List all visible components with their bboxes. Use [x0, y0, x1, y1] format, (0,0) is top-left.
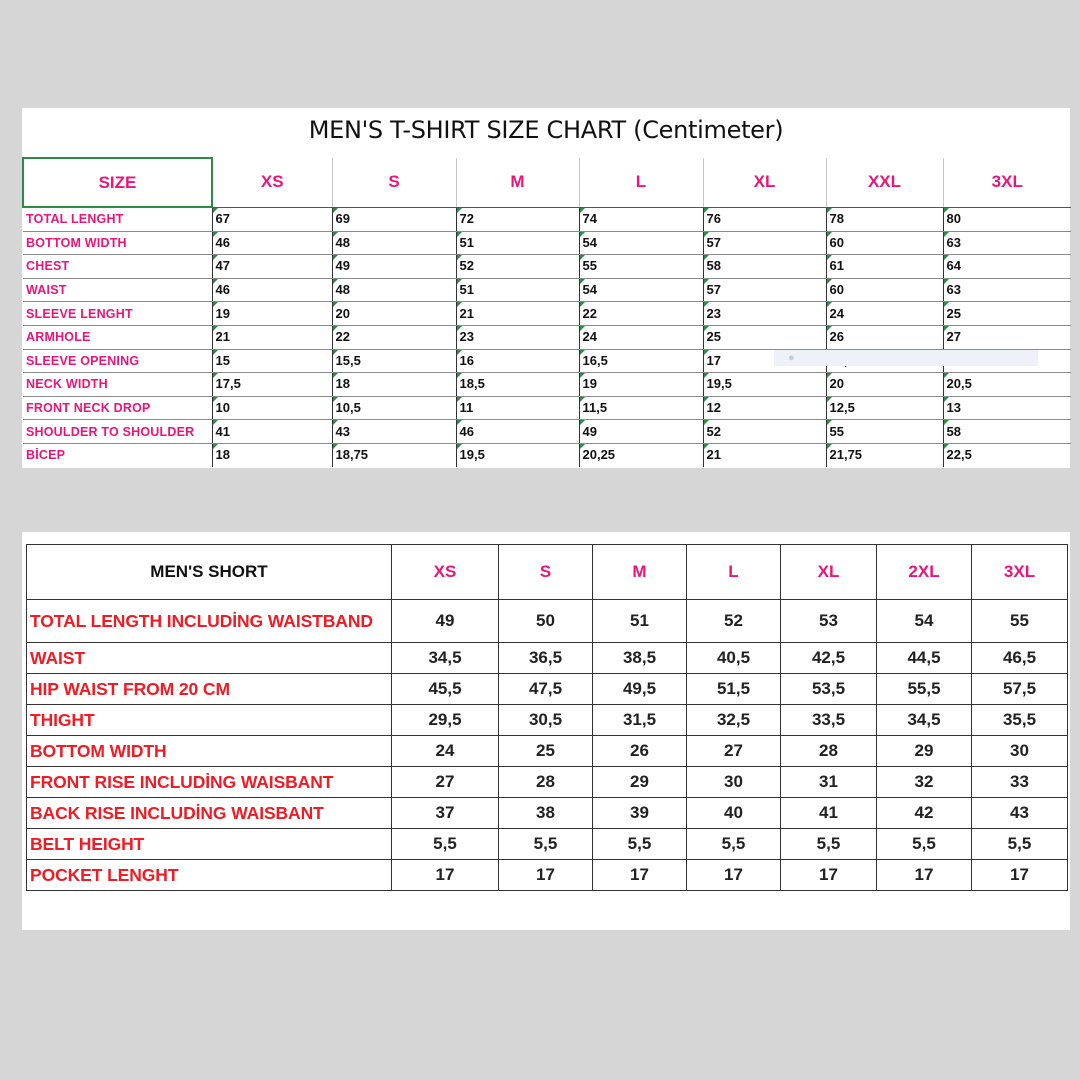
tshirt-measurement-label[interactable]: ARMHOLE: [23, 325, 212, 349]
shorts-measurement-cell[interactable]: 31: [781, 767, 877, 798]
tshirt-measurement-label[interactable]: SLEEVE LENGHT: [23, 302, 212, 326]
shorts-measurement-cell[interactable]: 57,5: [972, 674, 1068, 705]
tshirt-table-row: [23, 255, 1071, 279]
shorts-measurement-cell[interactable]: 42,5: [781, 643, 877, 674]
tshirt-measurement-cell[interactable]: 17,5: [212, 373, 332, 397]
shorts-measurement-label[interactable]: THIGHT: [27, 705, 392, 736]
shorts-table-row: [27, 736, 1068, 767]
tshirt-measurement-cell[interactable]: 41: [212, 420, 332, 444]
tshirt-measurement-cell[interactable]: 16: [456, 349, 579, 373]
tshirt-table-row: [23, 396, 1071, 420]
shorts-measurement-cell[interactable]: 40: [687, 798, 781, 829]
tshirt-measurement-cell[interactable]: 61: [826, 255, 943, 279]
tshirt-measurement-cell[interactable]: 80: [943, 207, 1071, 231]
tshirt-measurement-cell[interactable]: 46: [212, 278, 332, 302]
tshirt-measurement-cell[interactable]: 46: [212, 231, 332, 255]
shorts-measurement-label[interactable]: TOTAL LENGTH INCLUDİNG WAISTBAND: [27, 600, 392, 643]
tshirt-measurement-cell[interactable]: 19: [579, 373, 703, 397]
tshirt-measurement-cell[interactable]: 11: [456, 396, 579, 420]
tshirt-size-header[interactable]: SIZE: [23, 158, 212, 207]
tshirt-measurement-cell[interactable]: 19: [212, 302, 332, 326]
shorts-measurement-label[interactable]: BOTTOM WIDTH: [27, 736, 392, 767]
shorts-measurement-cell[interactable]: 43: [972, 798, 1068, 829]
tshirt-measurement-cell[interactable]: 19,5: [703, 373, 826, 397]
shorts-header-row: [27, 545, 1068, 600]
shorts-measurement-cell[interactable]: 37: [392, 798, 499, 829]
tshirt-size-column-header[interactable]: 3XL: [943, 158, 1071, 207]
tshirt-size-table: [22, 157, 1071, 467]
tshirt-table-row: [23, 278, 1071, 302]
shorts-measurement-cell[interactable]: 38,5: [593, 643, 687, 674]
tshirt-measurement-cell[interactable]: 49: [332, 255, 456, 279]
tshirt-measurement-cell[interactable]: 21: [456, 302, 579, 326]
tshirt-header-row: [23, 158, 1071, 207]
tshirt-measurement-cell[interactable]: 22: [579, 302, 703, 326]
shorts-table-row: [27, 674, 1068, 705]
tshirt-table-row: [23, 373, 1071, 397]
shorts-table-row: [27, 643, 1068, 674]
tshirt-measurement-cell[interactable]: 22,5: [943, 443, 1071, 466]
shorts-measurement-cell[interactable]: 35,5: [972, 705, 1068, 736]
tshirt-measurement-cell[interactable]: 22: [332, 325, 456, 349]
tshirt-measurement-cell[interactable]: 60: [826, 278, 943, 302]
shorts-measurement-cell[interactable]: 38: [499, 798, 593, 829]
shorts-measurement-cell[interactable]: 29: [593, 767, 687, 798]
tshirt-table-row: [23, 302, 1071, 326]
shorts-size-column-header[interactable]: XL: [781, 545, 877, 600]
tshirt-measurement-cell[interactable]: 24: [826, 302, 943, 326]
tshirt-measurement-label[interactable]: TOTAL LENGHT: [23, 207, 212, 231]
tshirt-table-row: [23, 443, 1071, 466]
shorts-measurement-cell[interactable]: 46,5: [972, 643, 1068, 674]
tshirt-measurement-cell[interactable]: 74: [579, 207, 703, 231]
shorts-measurement-label[interactable]: FRONT RISE INCLUDİNG WAISBANT: [27, 767, 392, 798]
tshirt-measurement-cell[interactable]: 69: [332, 207, 456, 231]
shorts-measurement-cell[interactable]: 34,5: [877, 705, 972, 736]
shorts-measurement-cell[interactable]: 25: [499, 736, 593, 767]
shorts-table-row: [27, 798, 1068, 829]
tshirt-measurement-label[interactable]: BOTTOM WIDTH: [23, 231, 212, 255]
shorts-measurement-cell[interactable]: 55,5: [877, 674, 972, 705]
tshirt-measurement-cell[interactable]: 15: [212, 349, 332, 373]
shorts-measurement-cell[interactable]: 53,5: [781, 674, 877, 705]
shorts-measurement-cell[interactable]: 28: [781, 736, 877, 767]
shorts-measurement-cell[interactable]: 17: [972, 860, 1068, 891]
tshirt-measurement-cell[interactable]: 18: [332, 373, 456, 397]
shorts-measurement-cell[interactable]: 30: [687, 767, 781, 798]
tshirt-measurement-cell[interactable]: 58: [943, 420, 1071, 444]
shorts-measurement-cell[interactable]: 40,5: [687, 643, 781, 674]
shorts-measurement-cell[interactable]: 44,5: [877, 643, 972, 674]
tshirt-measurement-cell[interactable]: 52: [456, 255, 579, 279]
tshirt-measurement-cell[interactable]: 55: [826, 420, 943, 444]
tshirt-measurement-cell[interactable]: 63: [943, 278, 1071, 302]
tshirt-measurement-label[interactable]: NECK WIDTH: [23, 373, 212, 397]
tshirt-table-row: [23, 420, 1071, 444]
shorts-measurement-cell[interactable]: 55: [972, 600, 1068, 643]
tshirt-measurement-cell[interactable]: 48: [332, 278, 456, 302]
tshirt-size-column-header[interactable]: XL: [703, 158, 826, 207]
shorts-table-row: [27, 600, 1068, 643]
shorts-measurement-cell[interactable]: 41: [781, 798, 877, 829]
tshirt-measurement-cell[interactable]: 52: [703, 420, 826, 444]
tshirt-table-body: [23, 207, 1071, 467]
shorts-measurement-cell[interactable]: 47,5: [499, 674, 593, 705]
shorts-measurement-cell[interactable]: 51,5: [687, 674, 781, 705]
tshirt-measurement-cell[interactable]: 72: [456, 207, 579, 231]
tshirt-measurement-cell[interactable]: 54: [579, 231, 703, 255]
tshirt-measurement-cell[interactable]: 24: [579, 325, 703, 349]
tshirt-measurement-cell[interactable]: 60: [826, 231, 943, 255]
tshirt-table-row: [23, 231, 1071, 255]
shorts-measurement-cell[interactable]: 5,5: [781, 829, 877, 860]
tshirt-measurement-cell[interactable]: 57: [703, 278, 826, 302]
tshirt-measurement-cell[interactable]: 25: [943, 302, 1071, 326]
shorts-measurement-cell[interactable]: 29: [877, 736, 972, 767]
tshirt-measurement-cell[interactable]: 21,75: [826, 443, 943, 466]
shorts-measurement-cell[interactable]: 17: [392, 860, 499, 891]
tshirt-measurement-cell[interactable]: 78: [826, 207, 943, 231]
tshirt-measurement-cell[interactable]: 10,5: [332, 396, 456, 420]
tshirt-table-row: [23, 207, 1071, 231]
tshirt-measurement-cell[interactable]: 64: [943, 255, 1071, 279]
shorts-measurement-cell[interactable]: 39: [593, 798, 687, 829]
tshirt-measurement-label[interactable]: FRONT NECK DROP: [23, 396, 212, 420]
shorts-measurement-cell[interactable]: 31,5: [593, 705, 687, 736]
tshirt-measurement-cell[interactable]: 12: [703, 396, 826, 420]
shorts-measurement-cell[interactable]: 17: [877, 860, 972, 891]
shorts-measurement-label[interactable]: BACK RISE INCLUDİNG WAISBANT: [27, 798, 392, 829]
shorts-size-column-header[interactable]: 3XL: [972, 545, 1068, 600]
shorts-measurement-cell[interactable]: 5,5: [877, 829, 972, 860]
shorts-measurement-cell[interactable]: 17: [687, 860, 781, 891]
tshirt-measurement-cell[interactable]: 57: [703, 231, 826, 255]
tshirt-measurement-cell[interactable]: 58: [703, 255, 826, 279]
tshirt-measurement-cell[interactable]: 23: [456, 325, 579, 349]
shorts-measurement-cell[interactable]: 28: [499, 767, 593, 798]
shorts-measurement-cell[interactable]: 51: [593, 600, 687, 643]
tshirt-measurement-cell[interactable]: 20: [332, 302, 456, 326]
tshirt-measurement-cell[interactable]: 13: [943, 396, 1071, 420]
tshirt-measurement-cell[interactable]: 46: [456, 420, 579, 444]
tshirt-measurement-cell[interactable]: 63: [943, 231, 1071, 255]
shorts-measurement-cell[interactable]: 32: [877, 767, 972, 798]
tshirt-measurement-cell[interactable]: 47: [212, 255, 332, 279]
shorts-measurement-cell[interactable]: 27: [687, 736, 781, 767]
tshirt-measurement-cell[interactable]: 48: [332, 231, 456, 255]
tshirt-measurement-cell[interactable]: 18: [212, 443, 332, 466]
tshirt-measurement-cell[interactable]: 21: [703, 443, 826, 466]
tshirt-measurement-cell[interactable]: 51: [456, 231, 579, 255]
shorts-size-column-header[interactable]: 2XL: [877, 545, 972, 600]
shorts-measurement-cell[interactable]: 36,5: [499, 643, 593, 674]
tshirt-measurement-cell[interactable]: 17: [703, 349, 826, 373]
shorts-table-row: [27, 705, 1068, 736]
tshirt-measurement-label[interactable]: CHEST: [23, 255, 212, 279]
tshirt-measurement-cell[interactable]: 20,5: [943, 373, 1071, 397]
tshirt-size-column-header[interactable]: S: [332, 158, 456, 207]
shorts-measurement-cell[interactable]: 5,5: [392, 829, 499, 860]
shorts-measurement-cell[interactable]: 45,5: [392, 674, 499, 705]
shorts-table-row: [27, 767, 1068, 798]
tshirt-measurement-cell[interactable]: 54: [579, 278, 703, 302]
tshirt-measurement-cell[interactable]: 10: [212, 396, 332, 420]
shorts-size-column-header[interactable]: XS: [392, 545, 499, 600]
shorts-table-body: [27, 600, 1068, 891]
tshirt-measurement-label[interactable]: SHOULDER TO SHOULDER: [23, 420, 212, 444]
shorts-measurement-cell[interactable]: 30,5: [499, 705, 593, 736]
tshirt-size-column-header[interactable]: XS: [212, 158, 332, 207]
tshirt-measurement-cell[interactable]: 23: [703, 302, 826, 326]
tshirt-measurement-cell[interactable]: 18,5: [456, 373, 579, 397]
faded-tooltip-overlay: ●: [774, 350, 1038, 366]
tshirt-measurement-cell[interactable]: 16,5: [579, 349, 703, 373]
tshirt-measurement-cell[interactable]: 11,5: [579, 396, 703, 420]
shorts-measurement-cell[interactable]: 33,5: [781, 705, 877, 736]
tshirt-measurement-cell[interactable]: 20,25: [579, 443, 703, 466]
shorts-size-table: [26, 544, 1068, 891]
shorts-measurement-cell[interactable]: 53: [781, 600, 877, 643]
tshirt-measurement-label[interactable]: WAIST: [23, 278, 212, 302]
shorts-measurement-cell[interactable]: 5,5: [687, 829, 781, 860]
shorts-measurement-cell[interactable]: 5,5: [499, 829, 593, 860]
shorts-measurement-cell[interactable]: 24: [392, 736, 499, 767]
shorts-measurement-cell[interactable]: 29,5: [392, 705, 499, 736]
shorts-measurement-cell[interactable]: 50: [499, 600, 593, 643]
shorts-measurement-cell[interactable]: 5,5: [593, 829, 687, 860]
shorts-chart-title[interactable]: MEN'S SHORT: [27, 545, 392, 600]
tshirt-measurement-label[interactable]: BİCEP: [26, 448, 66, 463]
shorts-measurement-label[interactable]: BELT HEIGHT: [27, 829, 392, 860]
tshirt-chart-title: MEN'S T-SHIRT SIZE CHART (Centimeter): [308, 116, 784, 144]
shorts-measurement-cell[interactable]: 30: [972, 736, 1068, 767]
shorts-size-column-header[interactable]: M: [593, 545, 687, 600]
tshirt-measurement-cell[interactable]: 26: [826, 325, 943, 349]
tshirt-measurement-label[interactable]: SLEEVE OPENING: [23, 349, 212, 373]
tshirt-measurement-cell[interactable]: 76: [703, 207, 826, 231]
tshirt-size-column-header[interactable]: L: [579, 158, 703, 207]
shorts-measurement-cell[interactable]: 17: [593, 860, 687, 891]
tshirt-measurement-cell[interactable]: 27: [943, 325, 1071, 349]
shorts-measurement-cell[interactable]: 52: [687, 600, 781, 643]
tshirt-measurement-cell[interactable]: 21: [212, 325, 332, 349]
tshirt-size-chart: [22, 108, 1070, 468]
tshirt-measurement-cell[interactable]: 67: [212, 207, 332, 231]
shorts-table-row: [27, 860, 1068, 891]
shorts-size-column-header[interactable]: L: [687, 545, 781, 600]
tshirt-table-row: [23, 325, 1071, 349]
shorts-measurement-cell[interactable]: 27: [392, 767, 499, 798]
tshirt-measurement-cell[interactable]: 19,5: [456, 443, 579, 466]
shorts-measurement-cell[interactable]: 17: [499, 860, 593, 891]
tshirt-measurement-cell[interactable]: 20: [826, 373, 943, 397]
tshirt-size-column-header[interactable]: M: [456, 158, 579, 207]
shorts-measurement-cell[interactable]: 26: [593, 736, 687, 767]
shorts-measurement-label[interactable]: POCKET LENGHT: [27, 860, 392, 891]
tshirt-measurement-cell[interactable]: 18,75: [332, 443, 456, 466]
tshirt-measurement-cell[interactable]: 51: [456, 278, 579, 302]
tshirt-measurement-cell[interactable]: 15,5: [332, 349, 456, 373]
shorts-measurement-label[interactable]: HIP WAIST FROM 20 CM: [27, 674, 392, 705]
shorts-measurement-cell[interactable]: 17: [781, 860, 877, 891]
tshirt-measurement-cell[interactable]: 25: [703, 325, 826, 349]
shorts-measurement-cell[interactable]: 33: [972, 767, 1068, 798]
tshirt-size-column-header[interactable]: XXL: [826, 158, 943, 207]
tshirt-measurement-cell[interactable]: 49: [579, 420, 703, 444]
tshirt-measurement-cell[interactable]: 55: [579, 255, 703, 279]
shorts-measurement-label[interactable]: WAIST: [27, 643, 392, 674]
shorts-table-row: [27, 829, 1068, 860]
shorts-measurement-cell[interactable]: 54: [877, 600, 972, 643]
shorts-size-column-header[interactable]: S: [499, 545, 593, 600]
shorts-measurement-cell[interactable]: 49,5: [593, 674, 687, 705]
shorts-measurement-cell[interactable]: 42: [877, 798, 972, 829]
shorts-measurement-cell[interactable]: 34,5: [392, 643, 499, 674]
shorts-measurement-cell[interactable]: 32,5: [687, 705, 781, 736]
shorts-measurement-cell[interactable]: 49: [392, 600, 499, 643]
tshirt-measurement-cell[interactable]: 43: [332, 420, 456, 444]
tshirt-measurement-cell[interactable]: 12,5: [826, 396, 943, 420]
shorts-size-chart: [22, 532, 1070, 930]
shorts-measurement-cell[interactable]: 5,5: [972, 829, 1068, 860]
